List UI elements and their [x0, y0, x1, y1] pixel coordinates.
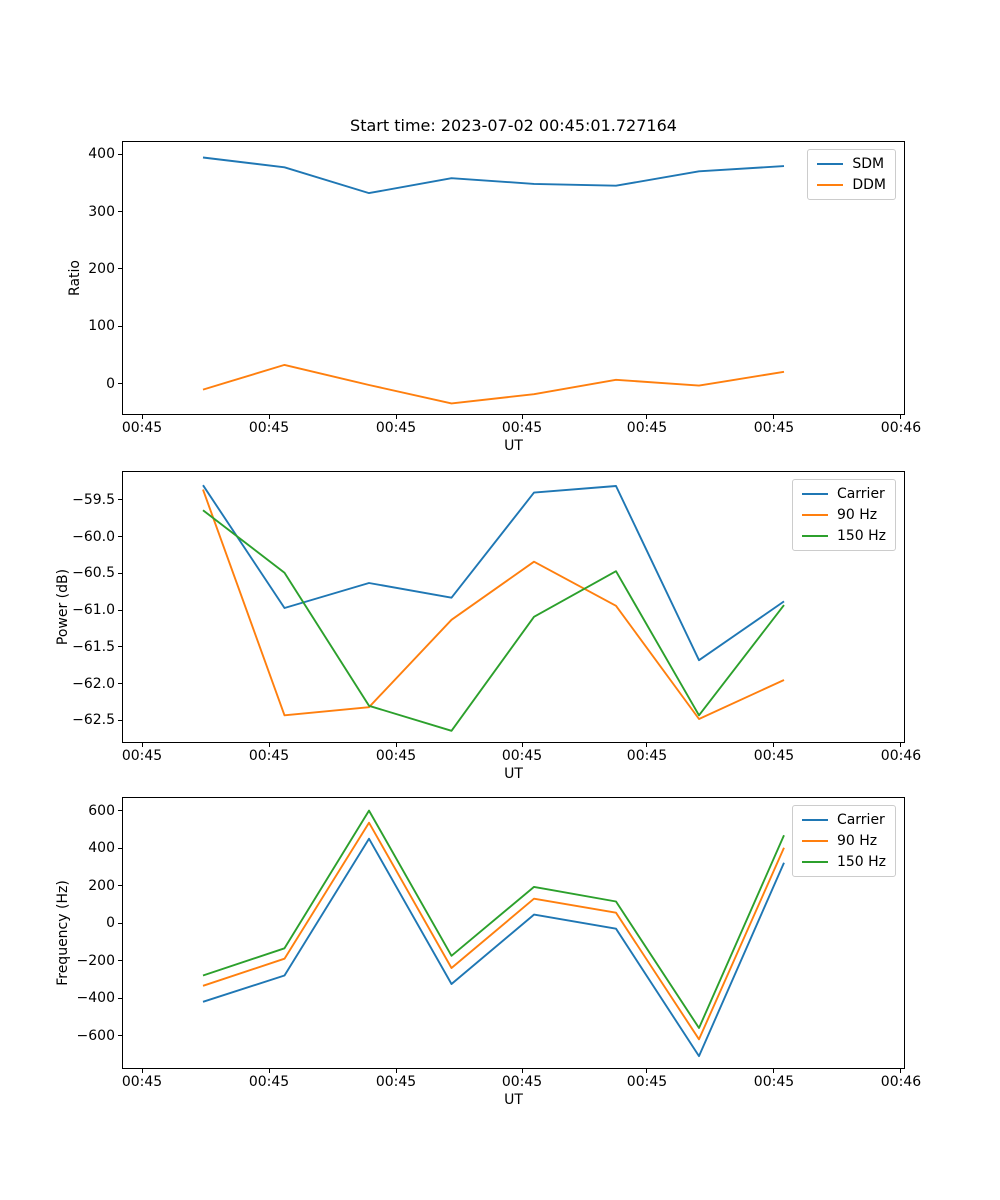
x-tick-label: 00:45	[248, 748, 290, 764]
x-tick	[522, 1068, 523, 1073]
line-plot-canvas	[123, 472, 906, 744]
x-tick-label: 00:45	[753, 420, 795, 436]
series-line-90-hz	[203, 823, 784, 1040]
x-tick	[900, 1068, 901, 1073]
y-tick	[118, 810, 123, 811]
x-tick	[646, 1068, 647, 1073]
legend	[792, 479, 896, 551]
x-tick-label: 00:45	[626, 1074, 668, 1090]
x-tick-label: 00:45	[375, 748, 417, 764]
x-tick-label: 00:46	[880, 1074, 922, 1090]
y-tick	[118, 326, 123, 327]
x-tick	[269, 1068, 270, 1073]
legend-line-swatch	[802, 840, 828, 842]
y-tick-label: 200	[88, 260, 115, 277]
y-tick	[118, 885, 123, 886]
ratio-plot	[67, 116, 922, 454]
x-tick	[396, 1068, 397, 1073]
y-tick-label: −61.0	[72, 602, 115, 619]
legend-line-swatch	[802, 819, 828, 821]
x-tick	[900, 742, 901, 747]
legend-line-swatch	[817, 163, 843, 165]
chart-title: Start time: 2023-07-02 00:45:01.727164	[350, 116, 677, 135]
y-tick	[118, 683, 123, 684]
legend-label: 150 Hz	[836, 528, 886, 544]
x-tick-label: 00:46	[880, 420, 922, 436]
y-tick	[118, 646, 123, 647]
y-tick-label: −60.5	[72, 565, 115, 582]
y-tick-label: −600	[76, 1027, 115, 1044]
x-axis-label-ut: UT	[504, 438, 523, 454]
y-tick	[118, 536, 123, 537]
y-tick	[118, 848, 123, 849]
x-tick-label: 00:45	[626, 748, 668, 764]
y-tick-label: 600	[88, 802, 115, 819]
y-tick	[118, 960, 123, 961]
x-tick	[773, 1068, 774, 1073]
y-tick-label: −200	[76, 952, 115, 969]
legend-entry	[817, 155, 886, 173]
y-tick-label: 200	[88, 877, 115, 894]
x-tick	[142, 1068, 143, 1073]
y-tick-label: −400	[76, 990, 115, 1007]
line-plot-canvas	[123, 142, 906, 416]
y-tick-label: 400	[88, 146, 115, 163]
frequency-plot	[55, 797, 922, 1108]
legend-label: SDM	[852, 156, 885, 172]
x-tick-label: 00:46	[880, 748, 922, 764]
y-tick	[118, 268, 123, 269]
series-line-ddm	[203, 365, 784, 404]
x-tick	[522, 742, 523, 747]
legend-label: 150 Hz	[836, 854, 886, 870]
y-tick	[118, 154, 123, 155]
y-axis-label-frequency: Frequency (Hz)	[55, 880, 71, 986]
series-line-90-hz	[203, 490, 784, 719]
x-tick	[396, 414, 397, 419]
x-tick-label: 00:45	[248, 1074, 290, 1090]
x-tick-label: 00:45	[375, 1074, 417, 1090]
legend-entry	[802, 853, 886, 871]
y-tick-label: −62.5	[72, 712, 115, 729]
y-tick-label: −60.0	[72, 528, 115, 545]
x-axis-label-ut: UT	[504, 766, 523, 782]
x-tick	[646, 414, 647, 419]
legend-entry	[802, 485, 886, 503]
y-tick-label: 300	[88, 203, 115, 220]
y-tick-label: 400	[88, 840, 115, 857]
x-tick-label: 00:45	[121, 1074, 163, 1090]
legend-label: Carrier	[836, 812, 885, 828]
y-axis-label-ratio: Ratio	[67, 260, 83, 296]
legend-label: 90 Hz	[836, 833, 878, 849]
y-tick	[118, 383, 123, 384]
legend-entry	[802, 832, 886, 850]
x-tick	[773, 414, 774, 419]
x-tick	[646, 742, 647, 747]
x-tick	[396, 742, 397, 747]
y-tick-label: −59.5	[72, 491, 115, 508]
x-tick	[522, 414, 523, 419]
y-tick	[118, 499, 123, 500]
power-plot	[55, 471, 922, 782]
legend-label: 90 Hz	[836, 507, 878, 523]
y-tick-label: 0	[106, 915, 115, 932]
x-tick-label: 00:45	[121, 420, 163, 436]
line-plot-canvas	[123, 798, 906, 1070]
series-line-carrier	[203, 485, 784, 660]
y-tick	[118, 998, 123, 999]
x-tick-label: 00:45	[753, 748, 795, 764]
y-tick-label: −62.0	[72, 675, 115, 692]
x-tick	[269, 414, 270, 419]
series-line-sdm	[203, 158, 784, 194]
x-tick-label: 00:45	[121, 748, 163, 764]
y-tick	[118, 211, 123, 212]
x-tick-label: 00:45	[501, 748, 543, 764]
y-tick	[118, 923, 123, 924]
legend-line-swatch	[817, 184, 843, 186]
legend-line-swatch	[802, 861, 828, 863]
legend	[807, 149, 896, 200]
legend	[792, 805, 896, 877]
legend-entry	[802, 506, 886, 524]
y-tick-label: −61.5	[72, 638, 115, 655]
legend-label: Carrier	[836, 486, 885, 502]
x-tick-label: 00:45	[248, 420, 290, 436]
legend-line-swatch	[802, 535, 828, 537]
x-tick	[142, 414, 143, 419]
legend-entry	[802, 527, 886, 545]
series-line-150-hz	[203, 811, 784, 1028]
x-axis-label-ut: UT	[504, 1092, 523, 1108]
y-tick	[118, 573, 123, 574]
y-tick	[118, 610, 123, 611]
y-tick	[118, 1035, 123, 1036]
legend-label: DDM	[852, 177, 886, 193]
y-tick	[118, 720, 123, 721]
y-tick-label: 0	[106, 375, 115, 392]
legend-line-swatch	[802, 514, 828, 516]
legend-entry	[817, 176, 886, 194]
x-tick-label: 00:45	[375, 420, 417, 436]
x-tick-label: 00:45	[501, 420, 543, 436]
x-tick	[142, 742, 143, 747]
x-tick-label: 00:45	[626, 420, 668, 436]
y-tick-label: 100	[88, 318, 115, 335]
x-tick	[269, 742, 270, 747]
x-tick-label: 00:45	[501, 1074, 543, 1090]
x-tick-label: 00:45	[753, 1074, 795, 1090]
x-tick	[900, 414, 901, 419]
legend-entry	[802, 811, 886, 829]
legend-line-swatch	[802, 493, 828, 495]
x-tick	[773, 742, 774, 747]
y-axis-label-power: Power (dB)	[55, 568, 71, 646]
